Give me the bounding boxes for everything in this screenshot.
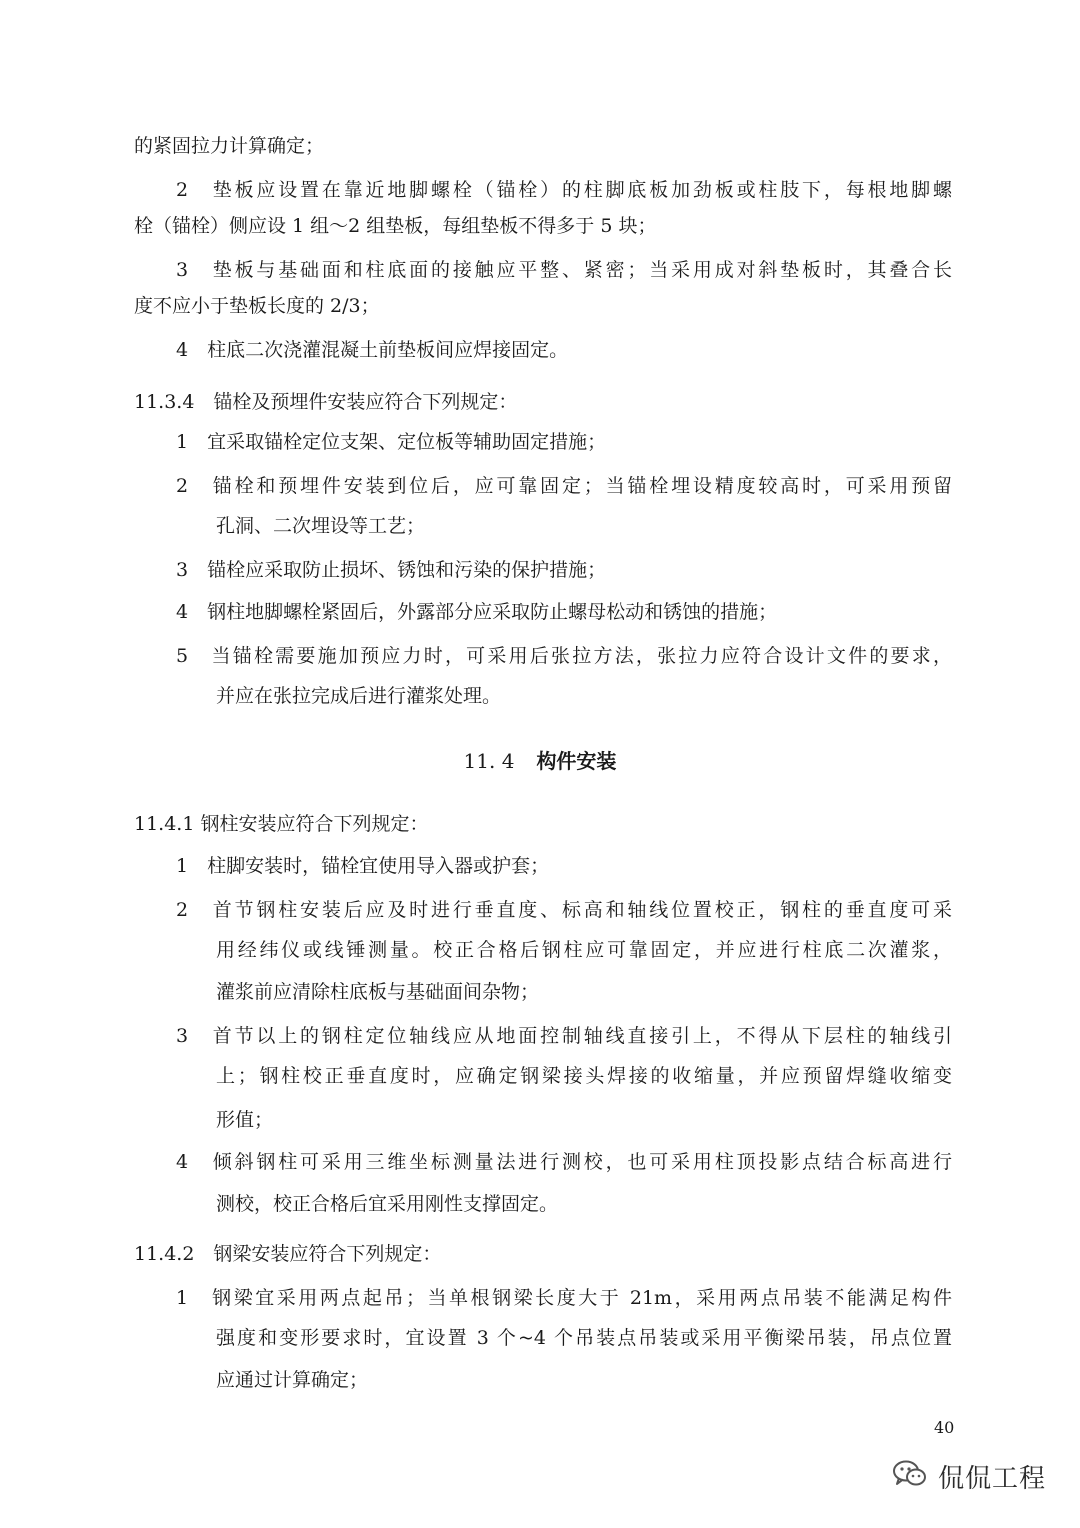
text-line: 1 宜采取锚栓定位支架、定位板等辅助固定措施； (176, 431, 607, 453)
text-line: 上；钢柱校正垂直度时，应确定钢梁接头焊接的收缩量，并应预留焊缝收缩变 (216, 1065, 952, 1087)
text-line: 灌浆前应清除柱底板与基础面间杂物； (216, 981, 540, 1003)
text-line: 度不应小于垫板长度的 2/3； (134, 295, 380, 317)
text-line: 栓（锚栓）侧应设 1 组～2 组垫板，每组垫板不得多于 5 块； (134, 215, 657, 237)
text-line: 1 钢梁宜采用两点起吊；当单根钢梁长度大于 21m，采用两点吊装不能满足构件 (176, 1287, 952, 1309)
text-line: 2 锚栓和预埋件安装到位后，应可靠固定；当锚栓埋设精度较高时，可采用预留 (176, 475, 952, 497)
text-line: 的紧固拉力计算确定； (134, 135, 325, 157)
text-line: 用经纬仪或线锤测量。校正合格后钢柱应可靠固定，并应进行柱底二次灌浆， (216, 939, 952, 961)
watermark (892, 1456, 1046, 1496)
text-line: 测校，校正合格后宜采用刚性支撑固定。 (216, 1193, 559, 1215)
wechat-icon (892, 1459, 928, 1494)
text-line: 2 首节钢柱安装后应及时进行垂直度、标高和轴线位置校正，钢柱的垂直度可采 (176, 899, 952, 921)
text-line: 3 首节以上的钢柱定位轴线应从地面控制轴线直接引上，不得从下层柱的轴线引 (176, 1025, 952, 1047)
section-title: 构件安装 (536, 749, 617, 773)
watermark-text: 侃侃工程 (938, 1463, 1047, 1494)
clause-heading: 11.3.4 锚栓及预埋件安装应符合下列规定： (134, 391, 518, 413)
text-line: 并应在张拉完成后进行灌浆处理。 (216, 685, 502, 707)
text-line: 5 当锚栓需要施加预应力时，可采用后张拉方法，张拉力应符合设计文件的要求， (176, 645, 952, 667)
text-line: 3 垫板与基础面和柱底面的接触应平整、紧密；当采用成对斜垫板时，其叠合长 (176, 259, 952, 281)
page-number: 40 (934, 1418, 955, 1437)
section-heading (0, 748, 1080, 774)
text-line: 孔洞、二次埋设等工艺； (216, 515, 426, 537)
text-line: 4 钢柱地脚螺栓紧固后，外露部分应采取防止螺母松动和锈蚀的措施； (176, 601, 778, 623)
text-line: 应通过计算确定； (216, 1369, 369, 1391)
text-line: 强度和变形要求时，宜设置 3 个~4 个吊装点吊装或采用平衡梁吊装，吊点位置 (216, 1327, 952, 1349)
text-line: 1 柱脚安装时，锚栓宜使用导入器或护套； (176, 855, 550, 877)
text-line: 4 倾斜钢柱可采用三维坐标测量法进行测校，也可采用柱顶投影点结合标高进行 (176, 1151, 952, 1173)
text-line: 形值； (216, 1109, 274, 1131)
clause-heading: 11.4.2 钢梁安装应符合下列规定： (134, 1243, 442, 1265)
text-line: 3 锚栓应采取防止损坏、锈蚀和污染的保护措施； (176, 559, 607, 581)
clause-heading: 11.4.1 钢柱安装应符合下列规定： (134, 813, 429, 835)
text-line: 4 柱底二次浇灌混凝土前垫板间应焊接固定。 (176, 339, 569, 361)
section-number: 11. 4 (463, 749, 515, 773)
text-line: 2 垫板应设置在靠近地脚螺栓（锚栓）的柱脚底板加劲板或柱肢下，每根地脚螺 (176, 179, 952, 201)
